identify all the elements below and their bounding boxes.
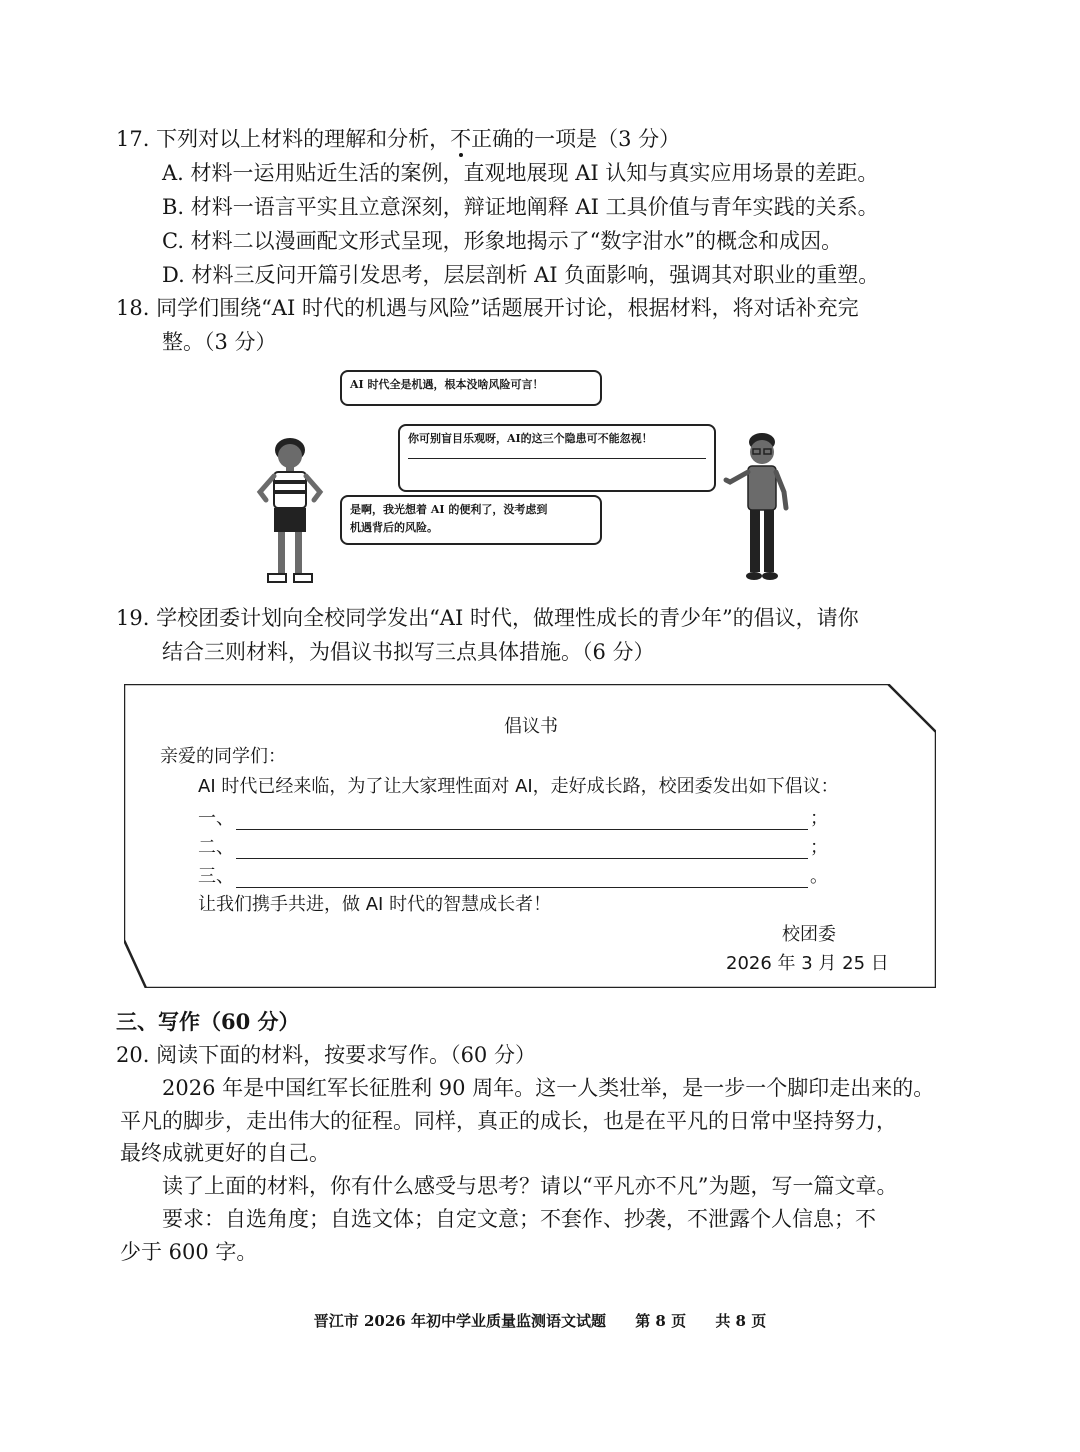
item-1-answer-line[interactable]: [236, 811, 808, 830]
item-2-end: ；: [810, 837, 828, 858]
letter-title: 倡议书: [504, 716, 558, 737]
q17-stem-a: 17. 下列对以上材料的理解和分析，: [116, 127, 451, 151]
bubble-3-text-line1: 是啊，我光想着 AI 的便利了，没考虑到: [350, 503, 548, 516]
q17-emphasis-char: 不: [450, 124, 471, 154]
letter-closing: 让我们携手共进，做 AI 时代的智慧成长者！: [198, 894, 552, 915]
letter-date: 2026 年 3 月 25 日: [726, 953, 889, 974]
q17-option-d: D. 材料三反问开篇引发思考，层层剖析 AI 负面影响，强调其对职业的重塑。: [162, 263, 880, 287]
speech-bubble-3: [340, 495, 602, 545]
teacher-figure-icon: [722, 430, 800, 586]
page-footer: [0, 1310, 1080, 1331]
q19-stem-line1: 19. 学校团委计划向全校同学发出“AI 时代，做理性成长的青少年”的倡议，请你: [116, 606, 859, 630]
item-3-label: 三、: [198, 866, 234, 887]
item-1-label: 一、: [198, 808, 234, 829]
q20-stem: 20. 阅读下面的材料，按要求写作。（60 分）: [116, 1043, 536, 1067]
item-3-answer-line[interactable]: [236, 869, 808, 888]
q18-stem-line2: 整。（3 分）: [162, 330, 277, 354]
item-1-end: ；: [810, 808, 828, 829]
letter-greeting: 亲爱的同学们：: [160, 746, 286, 767]
q20-material-line3: 最终成就更好的自己。: [120, 1141, 330, 1165]
speech-bubble-2: [398, 424, 716, 492]
q17-option-c: C. 材料二以漫画配文形式呈现，形象地揭示了“数字泔水”的概念和成因。: [162, 229, 843, 253]
q17-stem: [116, 124, 680, 154]
letter-intro: AI 时代已经来临，为了让大家理性面对 AI，走好成长路，校团委发出如下倡议：: [198, 776, 839, 797]
q20-requirements-line2: 少于 600 字。: [120, 1240, 258, 1264]
item-2-answer-line[interactable]: [236, 840, 808, 859]
proposal-letter-box: [124, 684, 936, 988]
footer-total: 共 8 页: [715, 1312, 767, 1330]
bubble-1-text: AI 时代全是机遇，根本没啥风险可言！: [350, 378, 544, 391]
bubble-3-text-line2: 机遇背后的风险。: [350, 521, 438, 534]
q17-stem-b: 正确的一项是（3 分）: [471, 127, 681, 151]
bubble-2-answer-blank[interactable]: [408, 458, 706, 459]
item-3-end: 。: [810, 866, 828, 887]
footer-page: 第 8 页: [635, 1312, 687, 1330]
letter-item-2: [198, 833, 828, 859]
section3-heading: 三、写作（60 分）: [116, 1009, 300, 1034]
q20-material-line1: 2026 年是中国红军长征胜利 90 周年。这一人类壮举，是一步一个脚印走出来的。: [162, 1076, 935, 1100]
q20-material-line2: 平凡的脚步，走出伟大的征程。同样，真正的成长，也是在平凡的日常中坚持努力，: [120, 1109, 897, 1133]
q20-requirements-line1: 要求：自选角度；自选文体；自定文意；不套作、抄袭，不泄露个人信息；不: [162, 1207, 876, 1231]
letter-item-1: [198, 804, 828, 830]
student-figure-icon: [250, 432, 330, 588]
speech-bubble-1: [340, 370, 602, 406]
item-2-label: 二、: [198, 837, 234, 858]
bubble-2-text: 你可别盲目乐观呀，AI的这三个隐患可不能忽视！: [408, 432, 653, 445]
q19-stem-line2: 结合三则材料，为倡议书拟写三点具体措施。（6 分）: [162, 640, 655, 664]
q20-prompt: 读了上面的材料，你有什么感受与思考？请以“平凡亦不凡”为题，写一篇文章。: [162, 1174, 898, 1198]
letter-item-3: [198, 862, 828, 888]
q18-stem-line1: 18. 同学们围绕“AI 时代的机遇与风险”话题展开讨论，根据材料，将对话补充完: [116, 296, 859, 320]
letter-signature: 校团委: [782, 924, 836, 945]
footer-title: 晋江市 2026 年初中学业质量监测语文试题: [313, 1312, 606, 1330]
q17-option-b: B. 材料一语言平实且立意深刻，辩证地阐释 AI 工具价值与青年实践的关系。: [162, 195, 879, 219]
q17-option-a: A. 材料一运用贴近生活的案例，直观地展现 AI 认知与真实应用场景的差距。: [162, 161, 879, 185]
